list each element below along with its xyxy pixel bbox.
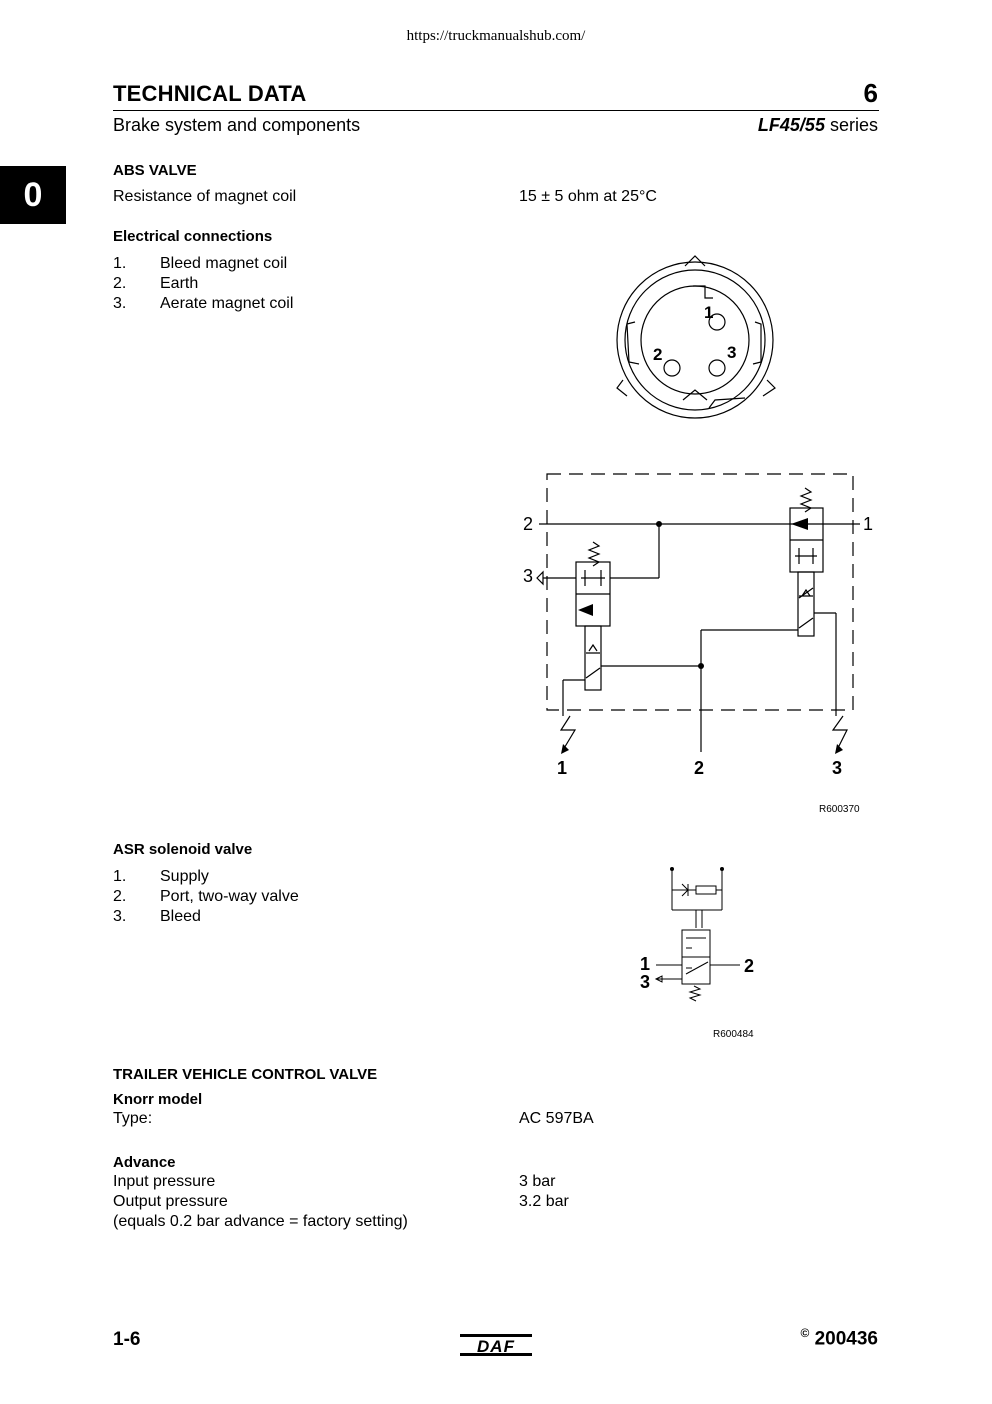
connector-pin-2: 2	[653, 345, 663, 364]
factory-setting-note: (equals 0.2 bar advance = factory setting)	[113, 1213, 408, 1230]
list-number: 3.	[113, 295, 127, 312]
section-subtitle: Brake system and components	[113, 115, 361, 135]
schematic-right-label-1: 1	[863, 514, 874, 534]
daf-logo-text: DAF	[477, 1337, 515, 1356]
connector-pin-3: 3	[727, 343, 737, 362]
series-label	[758, 115, 878, 136]
daf-logo	[460, 1334, 534, 1358]
schematic-bottom-label-2: 2	[694, 758, 705, 778]
side-tab-label: 0	[23, 175, 43, 214]
list-number: 1.	[113, 868, 127, 885]
output-pressure-label: Output pressure	[113, 1193, 228, 1210]
output-pressure-value: 3.2 bar	[519, 1193, 569, 1210]
schematic-bottom-label-1: 1	[557, 758, 568, 778]
list-number: 1.	[113, 255, 127, 272]
list-number: 2.	[113, 275, 127, 292]
list-text: Earth	[160, 275, 199, 292]
trailer-heading: TRAILER VEHICLE CONTROL VALVE	[113, 1066, 378, 1083]
asr-figure-code: R600484	[713, 1029, 754, 1040]
side-tab	[0, 166, 66, 224]
list-text: Bleed magnet coil	[160, 255, 288, 272]
doc-number-text: 200436	[814, 1328, 878, 1350]
resistance-value: 15 ± 5 ohm at 25°C	[519, 188, 657, 205]
list-text: Bleed	[160, 908, 201, 925]
abs-figure-code: R600370	[819, 804, 860, 815]
schematic-left-label-2: 2	[523, 514, 534, 534]
series-suffix: series	[829, 115, 878, 135]
asr-port-label-2: 2	[744, 956, 755, 976]
list-number: 2.	[113, 888, 127, 905]
abs-connector-diagram	[605, 250, 795, 430]
list-text: Aerate magnet coil	[160, 295, 294, 312]
input-pressure-label: Input pressure	[113, 1173, 216, 1190]
advance-heading: Advance	[113, 1154, 176, 1171]
resistance-label: Resistance of magnet coil	[113, 188, 297, 205]
abs-valve-schematic	[515, 468, 885, 788]
electrical-heading: Electrical connections	[113, 228, 273, 245]
series-model: LF45/55	[757, 115, 825, 135]
chapter-number: 6	[863, 78, 878, 108]
header-rule	[113, 110, 879, 111]
list-text: Port, two-way valve	[160, 888, 299, 905]
list-text: Supply	[160, 868, 209, 885]
connector-pin-1: 1	[704, 303, 714, 322]
type-value: AC 597BA	[519, 1110, 594, 1127]
document-number	[800, 1326, 878, 1350]
schematic-bottom-label-3: 3	[832, 758, 843, 778]
copyright-symbol: ©	[800, 1326, 810, 1340]
asr-valve-schematic	[636, 862, 766, 1007]
input-pressure-value: 3 bar	[519, 1173, 556, 1190]
list-number: 3.	[113, 908, 127, 925]
asr-heading: ASR solenoid valve	[113, 841, 253, 858]
page-title: TECHNICAL DATA	[113, 81, 307, 106]
type-label: Type:	[113, 1110, 153, 1127]
page-number: 1-6	[113, 1329, 141, 1350]
knorr-heading: Knorr model	[113, 1091, 203, 1108]
asr-port-label-3: 3	[640, 972, 651, 992]
source-url[interactable]: https://truckmanualshub.com/	[406, 28, 586, 44]
schematic-left-label-3: 3	[523, 566, 534, 586]
abs-heading: ABS VALVE	[113, 162, 197, 179]
asr-port-label-1: 1	[640, 954, 651, 974]
